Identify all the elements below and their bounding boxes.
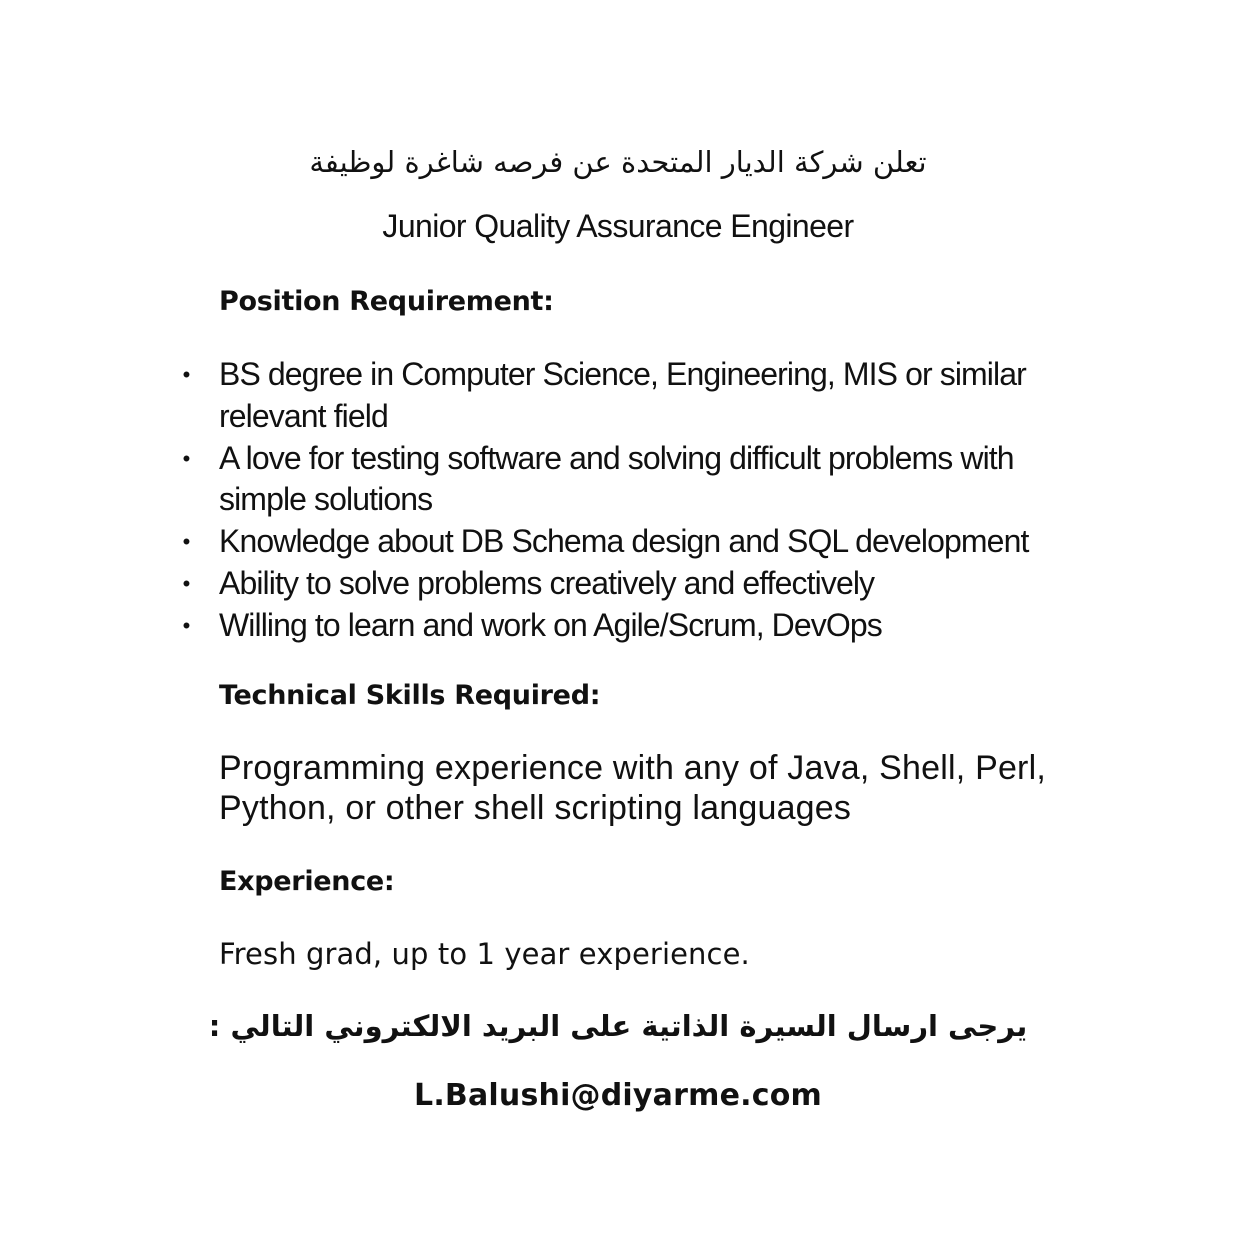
requirements-list — [180, 354, 1050, 647]
requirement-text: Knowledge about DB Schema design and SQL development — [219, 523, 1029, 560]
bullet-icon: • — [182, 612, 190, 638]
list-item — [180, 563, 1050, 605]
job-title: Junior Quality Assurance Engineer — [382, 208, 854, 244]
bullet-icon: • — [182, 362, 190, 387]
requirement-text: BS degree in Computer Science, Engineering, MIS or similar relevant field — [219, 356, 1026, 434]
requirement-text: Willing to learn and work on Agile/Scrum, DevOps — [219, 606, 882, 643]
contact-email: L.Balushi@diyarme.com — [414, 1078, 822, 1113]
bullet-icon: • — [182, 445, 190, 471]
technical-skills-heading: Technical Skills Required: — [219, 680, 601, 711]
experience-text: Fresh grad, up to 1 year experience. — [219, 937, 750, 971]
list-item — [180, 605, 1050, 647]
requirement-text: A love for testing software and solving difficult problems with simple solutions — [219, 439, 1014, 518]
experience-heading: Experience: — [219, 866, 395, 897]
bullet-icon: • — [182, 570, 190, 596]
list-item — [180, 354, 1050, 438]
requirement-text: Ability to solve problems creatively and effectively — [219, 564, 875, 601]
list-item — [180, 521, 1050, 563]
bullet-icon: • — [182, 529, 190, 555]
position-requirement-heading: Position Requirement: — [219, 286, 554, 317]
technical-skills-text: Programming experience with any of Java, Shell, Perl, Python, or other shell scripting languages — [219, 749, 1046, 827]
arabic-announcement-text: تعلن شركة الديار المتحدة عن فرصه شاغرة لوظيفة — [309, 145, 927, 179]
arabic-contact-instruction: يرجى ارسال السيرة الذاتية على البريد الالكتروني التالي : — [208, 1009, 1028, 1043]
arabic-announcement — [0, 142, 1236, 182]
list-item — [180, 438, 1050, 522]
